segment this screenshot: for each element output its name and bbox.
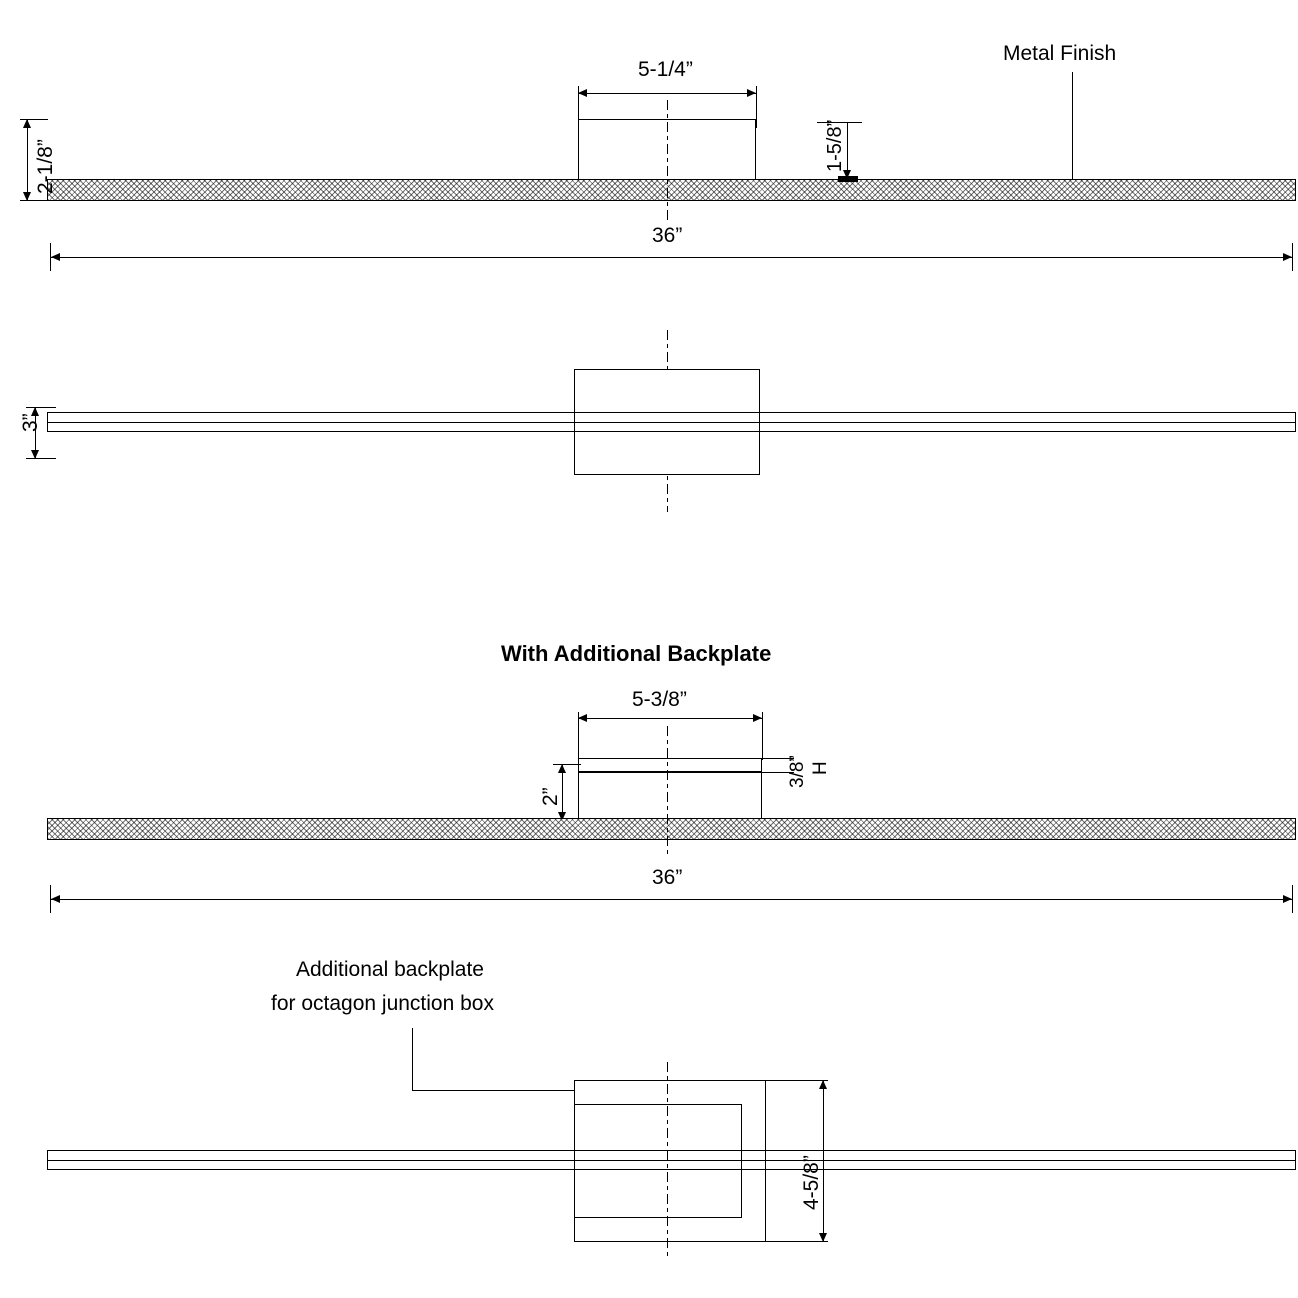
standoff-mount-block [838,176,858,182]
arrow-left-canopy [578,89,587,97]
centerline-view-1 [667,100,668,220]
dim-line-overall-bottom [50,899,1293,900]
arrow-left-overall-top [51,253,60,261]
ext-line-backplate-right [762,712,763,760]
additional-backplate-section [578,758,762,772]
canopy-plan-backplate-outline [574,1104,742,1218]
dim-line-canopy-width [578,93,756,94]
canopy-plan-outline [574,369,760,475]
arrow-up-backplate-height [558,764,566,773]
dim-line-overall-top [50,257,1293,258]
backplate-leader-vertical [412,1028,413,1090]
dimension-canopy-width-top: 5-1/4” [638,58,693,81]
ext-line-backplate-thickness-top [762,758,794,759]
callout-additional-backplate-line1: Additional backplate [296,958,484,981]
arrow-right-backplate-width [753,714,762,722]
dimension-backplate-face-height: 4-5/8” [800,1155,823,1210]
dim-line-backplate-width [578,718,762,719]
dimension-backplate-width: 5-3/8” [632,688,687,711]
callout-metal-finish: Metal Finish [1003,42,1117,65]
dimension-backplate-thickness-unit: H [810,761,831,775]
dimension-backplate-thickness: 3/8” [787,755,808,788]
dimension-overall-length-top: 36” [652,224,683,247]
ext-line-canopy-right [756,86,757,128]
centerline-view-3 [667,726,668,856]
ext-line-backplate-thickness-bottom [762,772,794,773]
callout-additional-backplate-line2: for octagon junction box [271,992,494,1015]
metal-finish-leader-line [1072,72,1073,182]
dim-line-height-2-1-8 [27,119,28,201]
dimension-height-2-1-8: 2-1/8” [34,139,57,194]
ext-line-overall-bottom-right [1292,885,1293,913]
dim-line-backplate-face-height [823,1080,824,1242]
arrow-left-backplate-width [578,714,587,722]
arrow-down-backplate-face [819,1233,827,1242]
arrow-up-backplate-face [819,1080,827,1089]
light-bar-diffuser-front [47,179,1296,201]
arrow-right-canopy [747,89,756,97]
arrow-right-overall-top [1283,253,1292,261]
section-title-additional-backplate: With Additional Backplate [501,641,772,666]
ext-line-overall-top-right [1292,243,1293,271]
centerline-view-4 [667,1062,668,1258]
arrow-right-overall-bottom [1283,895,1292,903]
arrow-up-depth [31,407,39,416]
arrow-left-overall-bottom [51,895,60,903]
dimension-standoff-1-5-8: 1-5/8” [824,119,846,172]
arrow-down-height [23,192,31,201]
light-bar-diffuser-backplate-view [47,818,1296,840]
arrow-up-height [23,119,31,128]
dimension-backplate-height: 2” [539,787,562,806]
canopy-front-elevation-backplate [578,772,762,824]
dimension-overall-length-bottom: 36” [652,866,683,889]
arrow-down-depth [31,450,39,459]
dimension-depth-3: 3” [19,413,42,432]
ext-line-standoff-top [817,122,862,123]
